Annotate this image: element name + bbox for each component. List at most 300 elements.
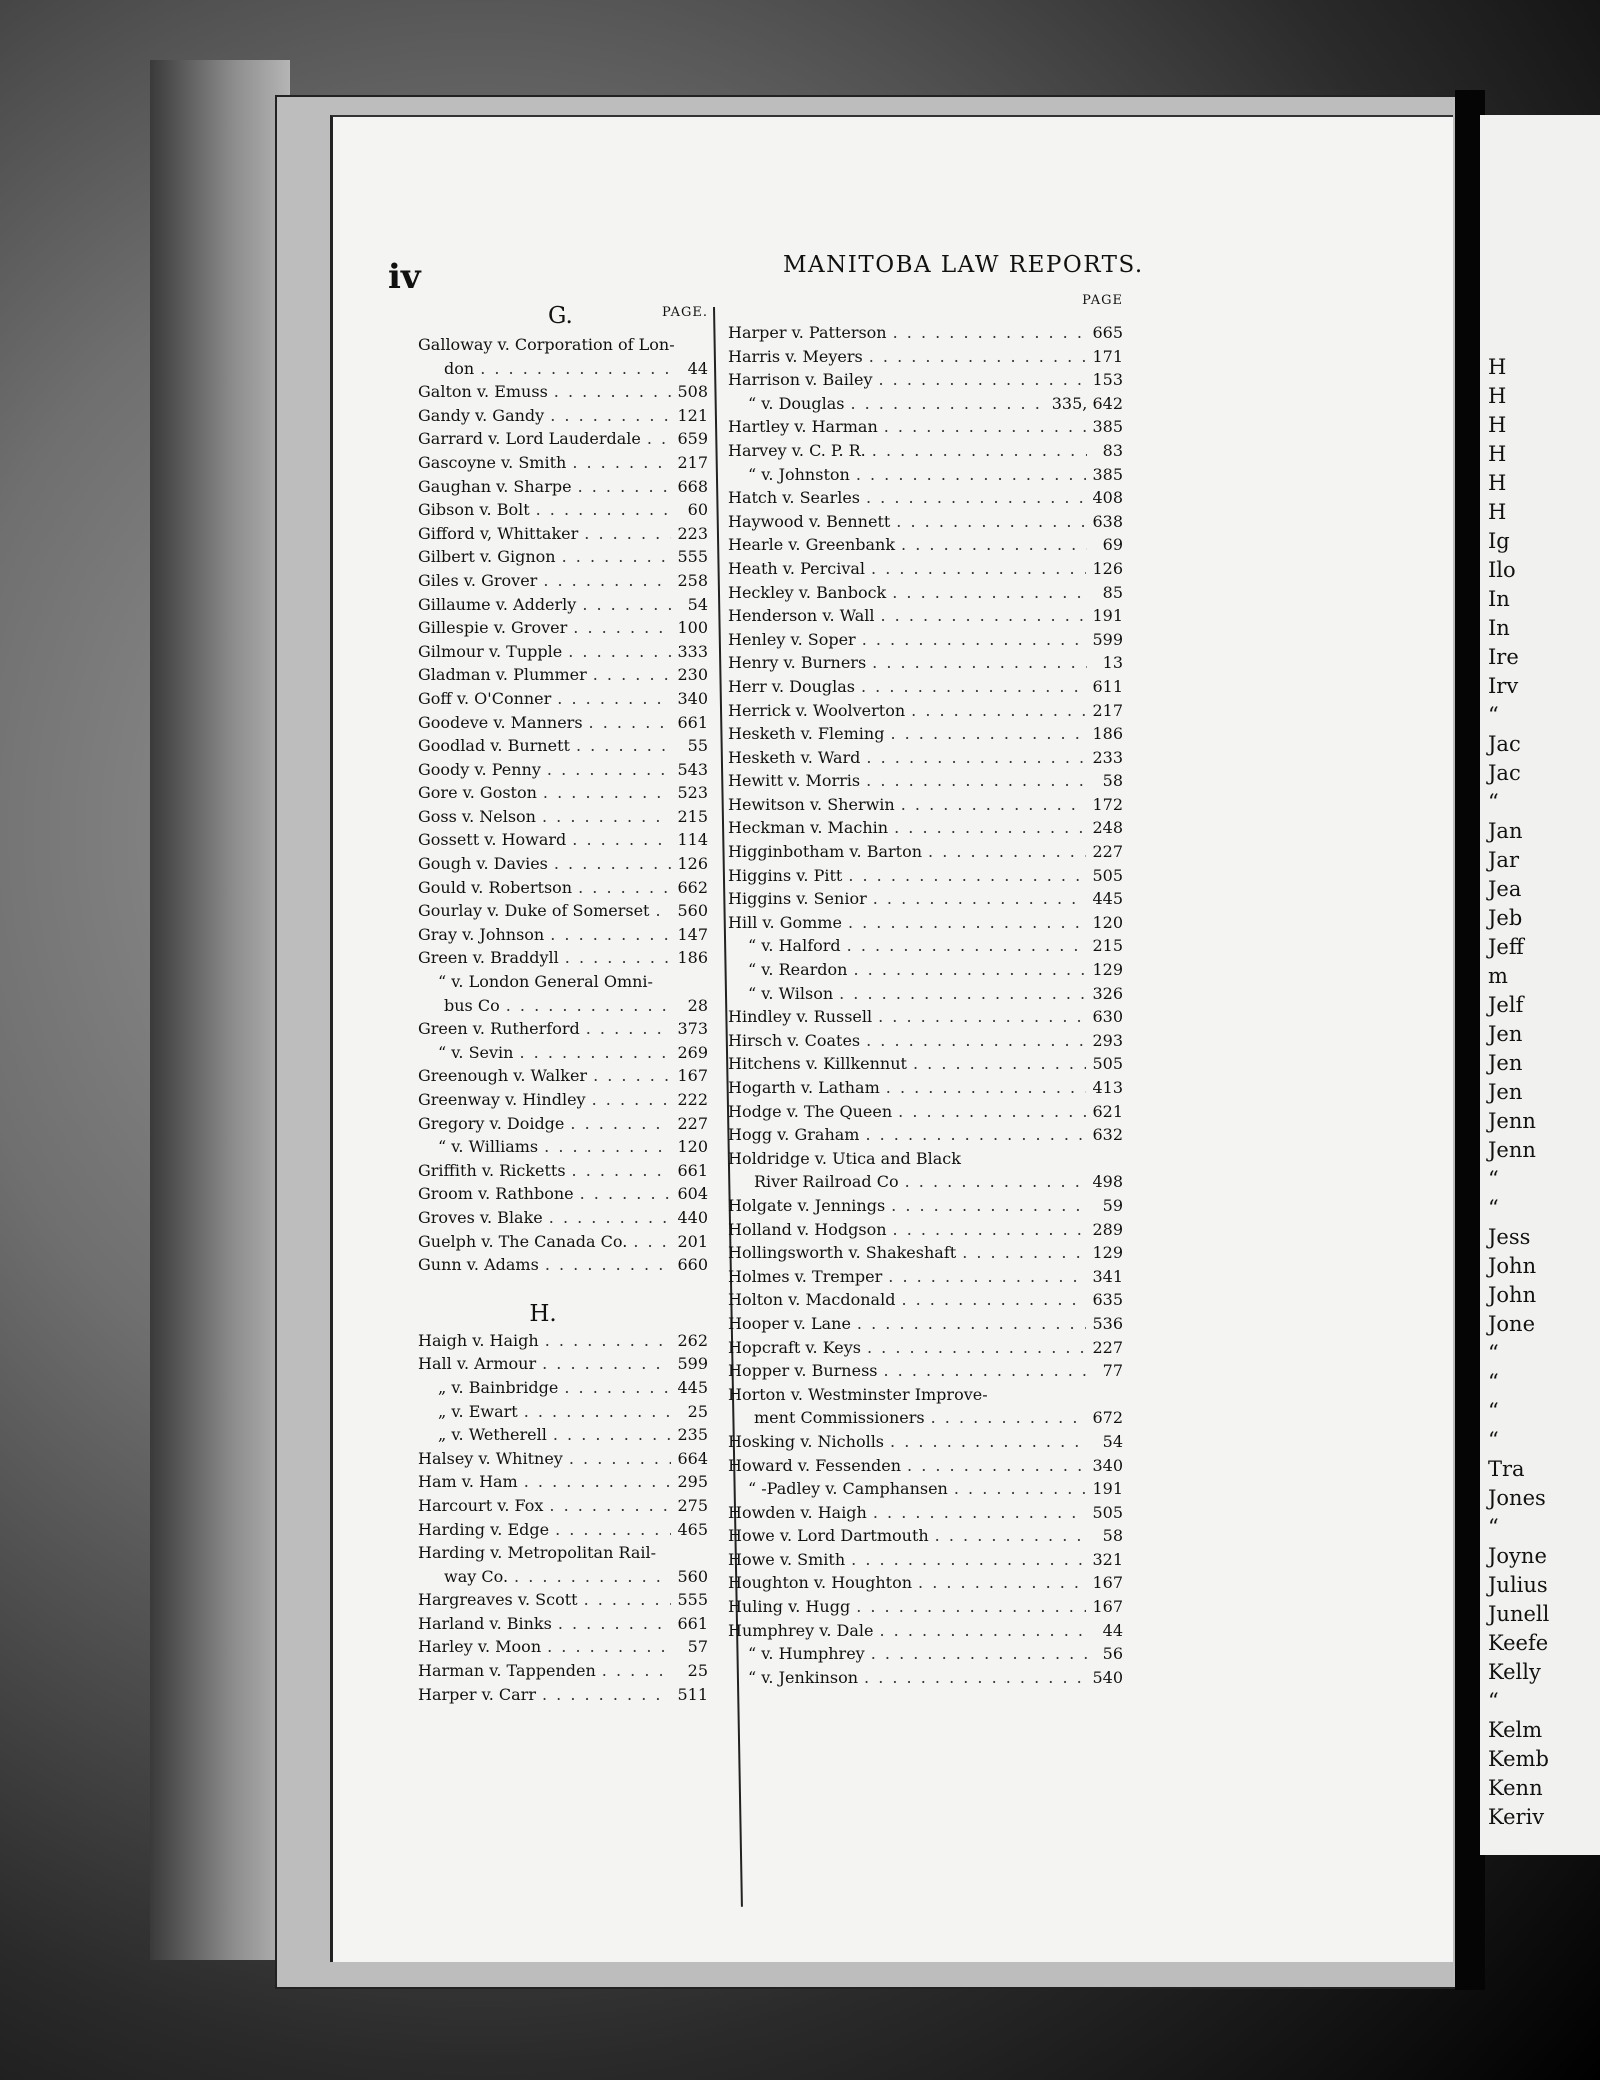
next-page-fragment: John	[1488, 1254, 1537, 1278]
case-name: „ v. Wetherell	[438, 1425, 547, 1445]
next-page-fragment: In	[1488, 616, 1510, 640]
index-entry	[418, 1376, 708, 1400]
case-name: Griffith v. Ricketts	[418, 1160, 566, 1180]
dot-leader	[480, 357, 672, 381]
case-name: Ham v. Ham	[418, 1472, 518, 1492]
page-reference: 269	[677, 1042, 708, 1062]
next-page-fragment: Ig	[1488, 529, 1510, 553]
page-reference: 289	[1092, 1219, 1123, 1239]
page-reference: 672	[1092, 1408, 1123, 1428]
page-reference: 373	[677, 1019, 708, 1039]
index-entry	[418, 1112, 708, 1136]
dot-leader	[911, 699, 1086, 723]
dot-leader	[547, 758, 672, 782]
index-entry	[418, 1447, 708, 1471]
section-heading-g: G.	[548, 303, 573, 329]
page-reference: 465	[677, 1519, 708, 1539]
dot-leader	[584, 1588, 672, 1612]
page-reference: 413	[1092, 1078, 1123, 1097]
next-page-fragment: Keriv	[1488, 1805, 1545, 1829]
page-reference: 660	[677, 1255, 708, 1275]
next-page-fragment: Jen	[1488, 1051, 1523, 1075]
index-entry	[728, 581, 1123, 605]
case-name: “ v. Jenkinson	[748, 1667, 859, 1687]
next-page-fragment: Jelf	[1488, 993, 1524, 1017]
index-entry	[418, 333, 708, 357]
next-page-fragment: John	[1488, 1283, 1537, 1307]
dot-leader	[524, 1470, 672, 1494]
dot-leader	[543, 781, 672, 805]
case-name: Hewitt v. Morris	[728, 771, 861, 791]
page-reference: 511	[677, 1684, 708, 1704]
case-name: Hargreaves v. Scott	[418, 1590, 578, 1610]
index-entry	[418, 475, 708, 499]
case-name: Green v. Braddyll	[418, 948, 559, 968]
dot-leader	[901, 793, 1087, 817]
page-reference: 222	[677, 1090, 708, 1109]
index-entry	[728, 1454, 1123, 1478]
index-entry	[728, 1571, 1123, 1595]
dot-leader	[542, 1683, 671, 1707]
case-name: Hindley v. Russell	[728, 1007, 873, 1027]
case-name: Gunn v. Adams	[418, 1255, 539, 1275]
case-name: Goody v. Penny	[418, 759, 541, 779]
dot-leader	[592, 1088, 672, 1112]
case-name: Hodge v. The Queen	[728, 1101, 893, 1121]
page-reference: 230	[677, 665, 708, 685]
case-name: Gossett v. Howard	[418, 830, 567, 850]
dot-leader	[582, 593, 672, 617]
dot-leader	[542, 805, 671, 829]
case-name: Gough v. Davies	[418, 854, 548, 874]
next-page-fragment: Ilo	[1488, 558, 1516, 582]
dot-leader	[935, 1524, 1087, 1548]
case-name: Henderson v. Wall	[728, 606, 875, 626]
page-reference: 44	[1102, 1620, 1123, 1640]
index-entry	[418, 498, 708, 522]
dot-leader	[884, 415, 1087, 439]
page-reference: 543	[677, 759, 708, 779]
index-entry	[728, 1005, 1123, 1029]
page-reference: 233	[1092, 747, 1123, 767]
index-entry	[728, 1666, 1123, 1690]
page-reference: 385	[1092, 464, 1123, 484]
index-entry	[728, 1642, 1123, 1666]
case-name: Howe v. Lord Dartmouth	[728, 1526, 929, 1546]
case-name: Hewitson v. Sherwin	[728, 794, 895, 814]
page-reference: 661	[677, 1613, 708, 1633]
dot-leader	[856, 1595, 1086, 1619]
case-name: “ v. Douglas	[748, 393, 845, 413]
dot-leader	[869, 345, 1087, 369]
page-reference: 191	[1092, 606, 1123, 626]
dot-leader	[572, 451, 671, 475]
page-reference: 340	[1092, 1455, 1123, 1475]
page-reference: 167	[1092, 1597, 1123, 1617]
case-name: “ v. Wilson	[748, 983, 834, 1003]
dot-leader	[565, 946, 672, 970]
case-name: Hogg v. Graham	[728, 1125, 860, 1145]
case-name: Gibson v. Bolt	[418, 500, 530, 520]
dot-leader	[873, 1501, 1087, 1525]
case-name: Gifford v, Whittaker	[418, 523, 579, 543]
page-reference: 172	[1092, 794, 1123, 814]
dot-leader	[572, 1159, 672, 1183]
case-name: “ -Padley v. Camphansen	[748, 1479, 948, 1499]
page-reference: 153	[1092, 370, 1123, 390]
dot-leader	[545, 1329, 672, 1353]
page-reference: 25	[687, 1661, 708, 1681]
page-reference: 638	[1092, 511, 1123, 531]
dot-leader	[572, 828, 671, 852]
page-reference: 28	[687, 995, 708, 1015]
next-page-fragment: Jenn	[1488, 1109, 1536, 1133]
dot-leader	[557, 687, 671, 711]
dot-leader	[562, 545, 672, 569]
dot-leader	[506, 994, 672, 1018]
index-entry	[418, 758, 708, 782]
page-reference: 77	[1102, 1361, 1123, 1381]
page-reference: 223	[677, 523, 708, 543]
index-entry	[728, 911, 1123, 935]
index-entry	[728, 1524, 1123, 1548]
case-name: Galloway v. Corporation of Lon-	[418, 335, 675, 354]
index-entry	[418, 1253, 708, 1277]
index-entry	[418, 545, 708, 569]
right-column-head	[728, 293, 1123, 321]
section-heading-h: H.	[529, 1300, 557, 1327]
dot-leader	[890, 1430, 1087, 1454]
index-entry	[418, 616, 708, 640]
dot-leader	[543, 569, 671, 593]
dot-leader	[857, 1312, 1087, 1336]
case-name: Gray v. Johnson	[418, 924, 545, 944]
index-entry	[418, 1400, 708, 1424]
page-reference: 60	[687, 500, 708, 520]
next-page-fragment: “	[1488, 790, 1499, 814]
right-column	[728, 293, 1123, 1689]
page-reference: 120	[1092, 912, 1123, 932]
dot-leader	[878, 1005, 1086, 1029]
dot-leader	[593, 663, 672, 687]
running-header: MANITOBA LAW REPORTS.	[783, 252, 1144, 278]
page-reference: 235	[677, 1425, 708, 1445]
case-name: Harding v. Metropolitan Rail-	[418, 1543, 657, 1563]
case-name: Goss v. Nelson	[418, 806, 536, 826]
page-reference: 54	[687, 594, 708, 614]
page-reference: 227	[677, 1113, 708, 1133]
dot-leader	[847, 934, 1087, 958]
page-reference: 25	[687, 1401, 708, 1421]
dot-leader	[569, 1447, 672, 1471]
case-name: Henley v. Soper	[728, 629, 856, 649]
case-name: Groves v. Blake	[418, 1207, 543, 1227]
next-page-fragment: Jen	[1488, 1022, 1523, 1046]
dot-leader	[865, 1123, 1086, 1147]
page-number: iv	[388, 257, 421, 297]
case-name: Hirsch v. Coates	[728, 1030, 861, 1050]
index-entry	[728, 816, 1123, 840]
page-reference: 498	[1092, 1172, 1123, 1192]
page-reference: 630	[1092, 1007, 1123, 1027]
next-page-fragment: Irv	[1488, 674, 1519, 698]
dot-leader	[545, 1253, 672, 1277]
dot-leader	[549, 1494, 671, 1518]
index-entry	[418, 970, 708, 994]
next-page-fragment: “	[1488, 1196, 1499, 1220]
page-reference: 505	[1092, 1054, 1123, 1074]
index-entry	[728, 1194, 1123, 1218]
case-name: Gourlay v. Duke of Somerset	[418, 901, 650, 921]
page-reference: 665	[1092, 323, 1123, 342]
index-entry	[728, 1076, 1123, 1100]
page-reference: 523	[677, 783, 708, 803]
dot-leader	[580, 1182, 672, 1206]
page-reference: 508	[677, 382, 708, 402]
case-name: Hopper v. Burness	[728, 1361, 878, 1381]
index-entry	[728, 533, 1123, 557]
page-reference: 340	[677, 688, 708, 708]
page-reference: 505	[1092, 865, 1123, 885]
case-name: Harcourt v. Fox	[418, 1495, 544, 1515]
dot-leader	[544, 1135, 671, 1159]
index-entry	[418, 1423, 708, 1447]
index-entry	[728, 699, 1123, 723]
next-page-fragment: Junell	[1488, 1602, 1550, 1626]
dot-leader	[549, 1206, 672, 1230]
dot-leader	[839, 982, 1086, 1006]
case-name: Gillespie v. Grover	[418, 618, 568, 638]
dot-leader	[866, 1029, 1086, 1053]
index-entry	[418, 1683, 708, 1707]
index-entry	[728, 887, 1123, 911]
page-reference: 126	[677, 854, 708, 874]
next-page-fragment: “	[1488, 1689, 1499, 1713]
case-name: Hooper v. Lane	[728, 1313, 851, 1333]
page-reference: 385	[1092, 417, 1123, 437]
page-reference: 604	[677, 1184, 708, 1204]
index-entry	[728, 1123, 1123, 1147]
dot-leader	[554, 852, 672, 876]
index-entry	[418, 1017, 708, 1041]
case-name: Holland v. Hodgson	[728, 1219, 887, 1239]
case-name: Higgins v. Pitt	[728, 865, 843, 885]
page-reference: 186	[677, 948, 708, 968]
index-entry	[418, 1041, 708, 1065]
dot-leader	[519, 1041, 671, 1065]
dot-leader	[578, 876, 671, 900]
page-reference: 167	[1092, 1573, 1123, 1593]
dot-leader	[893, 321, 1087, 345]
dot-leader	[655, 899, 671, 923]
dot-leader	[884, 1359, 1088, 1383]
next-page-fragment: Jac	[1488, 732, 1521, 756]
page-column-label: PAGE.	[662, 305, 708, 320]
next-page-fragment: Jess	[1488, 1225, 1531, 1249]
dot-leader	[890, 722, 1086, 746]
case-name: Hollingsworth v. Shakeshaft	[728, 1243, 957, 1263]
index-entry	[728, 982, 1123, 1006]
case-name: Gascoyne v. Smith	[418, 452, 567, 472]
index-entry	[418, 451, 708, 475]
page-reference: 114	[677, 830, 708, 850]
next-page-fragment: Jea	[1488, 877, 1522, 901]
page-reference: 664	[677, 1448, 708, 1468]
index-entry	[728, 1170, 1123, 1194]
case-list-g	[418, 333, 708, 1277]
index-entry	[418, 1588, 708, 1612]
page-column-label-right: PAGE	[1082, 293, 1123, 308]
dot-leader	[905, 1170, 1087, 1194]
dot-leader	[550, 923, 671, 947]
dot-leader	[907, 1454, 1086, 1478]
page-reference: 440	[677, 1207, 708, 1227]
case-name: Howe v. Smith	[728, 1549, 846, 1569]
case-name: way Co.	[444, 1566, 509, 1586]
next-page-fragment: H	[1488, 500, 1507, 524]
page-reference: 599	[677, 1354, 708, 1374]
dot-leader	[913, 1052, 1086, 1076]
page-reference: 408	[1092, 488, 1123, 508]
page-reference: 258	[677, 570, 708, 590]
index-entry	[418, 1612, 708, 1636]
left-column	[418, 303, 708, 1706]
index-entry	[728, 392, 1123, 416]
dot-leader	[602, 1659, 672, 1683]
dot-leader	[553, 1423, 672, 1447]
case-name: Howden v. Haigh	[728, 1502, 867, 1522]
dot-leader	[542, 1352, 671, 1376]
case-name: Heckman v. Machin	[728, 818, 889, 838]
case-name: „ v. Bainbridge	[438, 1377, 559, 1397]
index-entry	[728, 1430, 1123, 1454]
dot-leader	[564, 1376, 671, 1400]
index-entry	[418, 1230, 708, 1254]
dot-leader	[954, 1477, 1087, 1501]
case-name: Holdridge v. Utica and Black	[728, 1148, 961, 1168]
page-reference: 13	[1102, 653, 1123, 673]
index-entry	[418, 876, 708, 900]
case-name: Gilmour v. Tupple	[418, 641, 563, 661]
next-page-fragment: H	[1488, 413, 1507, 437]
next-page-fragment: Jen	[1488, 1080, 1523, 1104]
case-name: don	[444, 358, 475, 378]
dot-leader	[864, 1666, 1086, 1690]
page-reference: 227	[1092, 842, 1123, 862]
page-reference: 55	[687, 736, 708, 756]
case-name: Harman v. Tappenden	[418, 1661, 596, 1681]
case-name: River Railroad Co	[754, 1172, 899, 1192]
page-reference: 632	[1092, 1125, 1123, 1145]
index-entry	[418, 640, 708, 664]
page-reference: 83	[1102, 440, 1123, 460]
dot-leader	[524, 1400, 672, 1424]
next-page-fragment: Jone	[1488, 1312, 1536, 1336]
page-reference: 668	[677, 476, 708, 496]
next-page-fragment: Joyne	[1488, 1544, 1547, 1568]
next-page-fragment: Tra	[1488, 1457, 1525, 1481]
dot-leader	[901, 533, 1087, 557]
dot-leader	[589, 711, 672, 735]
dot-leader	[886, 1076, 1087, 1100]
page-reference: 560	[677, 901, 708, 921]
dot-leader	[584, 522, 671, 546]
case-name: Hogarth v. Latham	[728, 1078, 880, 1097]
index-entry	[728, 486, 1123, 510]
page-reference: 120	[677, 1137, 708, 1157]
index-entry	[418, 357, 708, 381]
dot-leader	[593, 1064, 671, 1088]
case-name: Harding v. Edge	[418, 1519, 550, 1539]
page-reference: 599	[1092, 629, 1123, 649]
index-entry	[418, 1135, 708, 1159]
page-reference: 635	[1092, 1290, 1123, 1310]
dot-leader	[514, 1565, 671, 1589]
dot-leader	[898, 1100, 1086, 1124]
page-reference: 262	[677, 1330, 708, 1350]
dot-leader	[962, 1241, 1086, 1265]
page-reference: 321	[1092, 1549, 1123, 1569]
index-entry	[418, 663, 708, 687]
next-page-fragment: Ire	[1488, 645, 1519, 669]
next-page-fragment: “	[1488, 1428, 1499, 1452]
index-entry	[728, 1218, 1123, 1242]
page-reference: 85	[1102, 582, 1123, 602]
case-name: Gilbert v. Gignon	[418, 547, 556, 567]
page-reference: 335, 642	[1051, 393, 1123, 413]
dot-leader	[633, 1230, 671, 1254]
page-reference: 555	[677, 547, 708, 567]
dot-leader	[536, 498, 672, 522]
index-entry	[728, 1406, 1123, 1430]
dot-leader	[928, 840, 1086, 864]
dot-leader	[879, 368, 1087, 392]
index-entry	[728, 958, 1123, 982]
page-reference: 126	[1092, 558, 1123, 578]
dot-leader	[862, 628, 1087, 652]
case-name: Goff v. O'Conner	[418, 688, 552, 708]
dot-leader	[573, 616, 671, 640]
case-name: Higgins v. Senior	[728, 889, 867, 909]
dot-leader	[555, 1518, 671, 1542]
case-name: Huling v. Hugg	[728, 1597, 851, 1617]
index-entry	[418, 569, 708, 593]
next-page-fragment: H	[1488, 471, 1507, 495]
next-page-fragment: Jones	[1488, 1486, 1546, 1510]
index-entry	[418, 994, 708, 1018]
case-name: Henry v. Burners	[728, 653, 867, 673]
dot-leader	[892, 581, 1087, 605]
index-entry	[728, 722, 1123, 746]
index-entry	[728, 675, 1123, 699]
page-reference: 69	[1102, 535, 1123, 555]
next-page-fragment: Jan	[1488, 819, 1523, 843]
next-page-fragment: Jac	[1488, 761, 1521, 785]
case-name: Gore v. Goston	[418, 783, 537, 803]
case-name: „ v. Ewart	[438, 1401, 518, 1421]
dot-leader	[848, 864, 1086, 888]
next-page-fragment: H	[1488, 355, 1507, 379]
page-reference: 536	[1092, 1313, 1123, 1333]
page-reference: 129	[1092, 1243, 1123, 1263]
next-page-fragment: “	[1488, 1370, 1499, 1394]
dot-leader	[586, 1017, 672, 1041]
next-page-fragment: “	[1488, 1515, 1499, 1539]
index-entry	[728, 793, 1123, 817]
dot-leader	[578, 475, 672, 499]
next-page-fragment: Kelm	[1488, 1718, 1543, 1742]
dot-leader	[896, 510, 1086, 534]
